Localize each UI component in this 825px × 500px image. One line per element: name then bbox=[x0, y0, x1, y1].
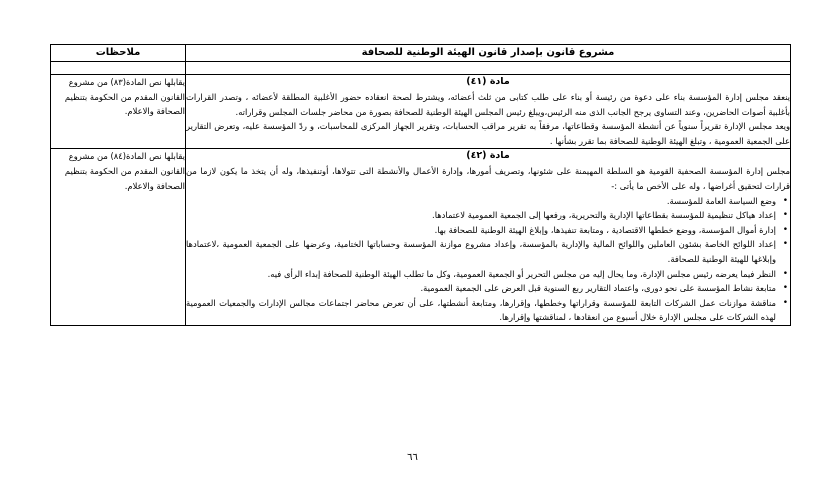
article-42-text-cell bbox=[186, 149, 791, 326]
law-comparison-table bbox=[50, 44, 791, 326]
article-42-note: يقابلها نص المادة(٨٤) من مشروع القانون المقدم من الحكومة بتنظيم الصحافة والاعلام. bbox=[64, 151, 185, 191]
page-number: ٦٦ bbox=[407, 452, 418, 463]
spacer-cell bbox=[51, 62, 186, 75]
article-41-note-cell bbox=[51, 75, 186, 149]
article-42-title: مادة (٤٢) bbox=[466, 150, 510, 162]
article-41-note: يقابلها نص المادة(٨٣) من مشروع القانون المقدم من الحكومة بتنظيم الصحافة والاعلام. bbox=[64, 77, 185, 117]
list-item: • وضع السياسة العامة للمؤسسة. bbox=[186, 194, 776, 209]
header-row bbox=[51, 45, 791, 62]
list-item: • إعداد اللوائح الخاصة بشئون العاملين واللوائح المالية والإدارية بالمؤسسة، وإعداد مشروع موازنة المؤسسة وحساباتها الختامية، وعرضها على الجمعية العمومية ،لاعتمادها وإبلاغها للهيئة الوطنية للصحافة. bbox=[186, 237, 776, 266]
article-42-row bbox=[51, 149, 791, 326]
list-item: • متابعة نشاط المؤسسة على نحو دورى، واعتماد التقارير ربع السنوية قبل العرض على الجمعية العمومية. bbox=[186, 281, 776, 296]
article-41-title: مادة (٤١) bbox=[466, 76, 510, 87]
notes-column-header: ملاحظات bbox=[51, 45, 186, 62]
spacer-cell bbox=[186, 62, 791, 75]
article-42-intro: مجلس إدارة المؤسسة الصحفية القومية هو السلطة المهيمنة على شئونها، وتصريف أمورها، وإدارة الأعمال والأنشطة التى تتولاها، أوتنفيذها، وله أن يتخذ ما يكون لازما من قرارات لتحقيق أغراضها ، وله على الأخص ما يأتى :- bbox=[186, 166, 790, 191]
article-41-row bbox=[51, 75, 791, 149]
list-item: • مناقشة موازنات عمل الشركات التابعة للمؤسسة وقراراتها وخططها، وإقرارها، ومتابعة أنشطتها، على أن تعرض محاضر اجتماعات مجالس الإدارات والجمعيات العمومية لهذه الشركات على مجلس الإدارة خلال أسبوع من انعقادها ، لمناقشتها وإقرارها. bbox=[186, 296, 776, 325]
spacer-row bbox=[51, 62, 791, 75]
main-column-header: مشروع قانون بإصدار قانون الهيئة الوطنية للصحافة bbox=[186, 45, 791, 62]
list-item: • النظر فيما يعرضه رئيس مجلس الإدارة، وما يحال إليه من مجلس التحرير أو الجمعية العمومية، وكل ما تطلب الهيئة الوطنية للصحافة إبداء الرأى فيه. bbox=[186, 267, 776, 282]
list-item: • إعداد هياكل تنظيمية للمؤسسة بقطاعاتها الإدارية والتحريرية، ورفعها إلى الجمعية العمومية لاعتمادها. bbox=[186, 208, 776, 223]
list-item: • إدارة أموال المؤسسة، ووضع خططها الاقتصادية ، ومتابعة تنفيذها، وإبلاغ الهيئة الوطنية للصحافة بها. bbox=[186, 223, 776, 238]
article-42-note-cell bbox=[51, 149, 186, 326]
article-41-paragraph-1: ينعقد مجلس إدارة المؤسسة بناء على دعوة من رئيسة أو بناء على طلب كتابى من ثلث أعضائه، ويشترط لصحة انعقاده حضور الأغلبية المطلقة لأعضائه ، وتصدر القرارات بأغلبية أصوات الحاضرين، وعند التساوى يرجح الجانب الذى منه الرئيس،ويبلغ رئيس المجلس الهيئة الوطنية للصحافة بصورة من محاضر جلسات المجلس وقراراته. bbox=[186, 92, 790, 117]
article-41-text-cell bbox=[186, 75, 791, 149]
article-42-bullet-list bbox=[186, 194, 790, 325]
article-41-paragraph-2: ويعد مجلس الإدارة تقريراً سنوياً عن أنشطة المؤسسة وقطاعاتها، مرفقاً به تقرير مراقب الحسابات، وتقرير الجهاز المركزى للمحاسبات، و ردّ المؤسسة عليه، وتعرض التقارير على الجمعية العمومية ، وتبلغ الهيئة الوطنية للصحافة بما تقرر بشأنها . bbox=[186, 121, 790, 146]
